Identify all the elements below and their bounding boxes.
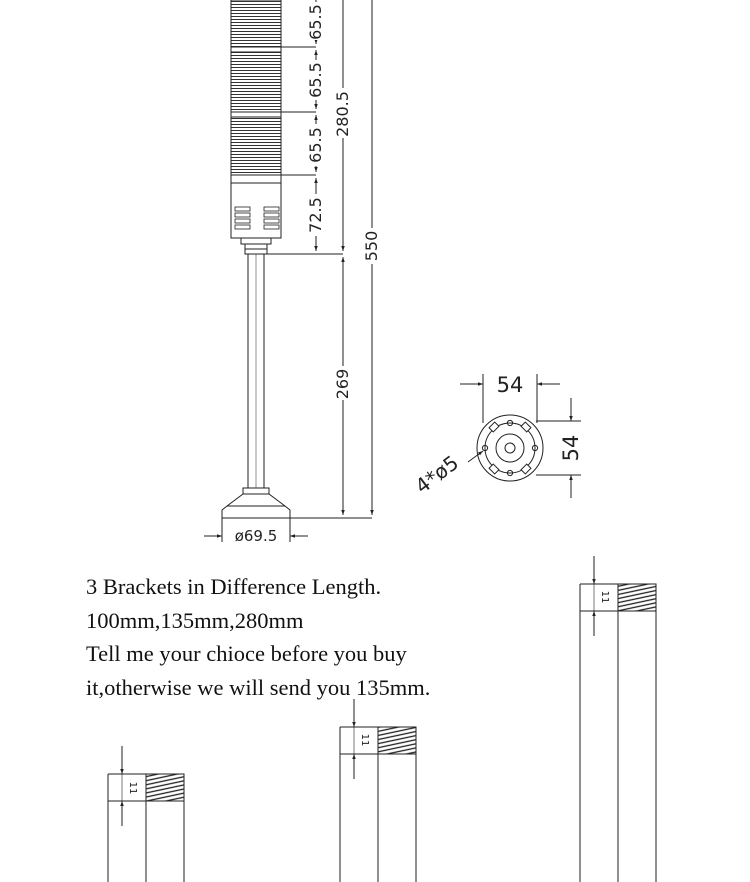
tier-1-dimension: 65.5	[306, 4, 325, 40]
tower-foot	[222, 488, 290, 518]
tower-height-dimension: 280.5	[333, 91, 352, 137]
tier-2-dimension: 65.5	[306, 62, 325, 98]
bracket-long	[580, 556, 656, 882]
bracket-short-thread-dimension: 11	[127, 781, 138, 795]
note-line-2: 100mm,135mm,280mm	[86, 607, 304, 633]
tier-1-lens	[231, 0, 281, 47]
tier-3-dimension: 65.5	[306, 127, 325, 163]
signal-tower	[222, 0, 290, 518]
tier-2-lens	[231, 52, 281, 112]
note-line-4: it,otherwise we will send you 135mm.	[86, 674, 431, 700]
tier-1-band	[231, 47, 281, 52]
total-height-dimension: 550	[362, 230, 381, 262]
flange-width-dimension: 54	[496, 373, 524, 397]
base-height-dimension: 72.5	[306, 197, 325, 233]
tier-3-lens	[231, 117, 281, 175]
tier-2-band	[231, 112, 281, 117]
base-diameter-dimension: ø69.5	[234, 527, 278, 545]
flange-hole-dimension: 4*ø5	[410, 450, 464, 499]
bracket-note	[86, 570, 506, 704]
pole-height-dimension: 269	[333, 368, 352, 400]
note-line-1: 3 Brackets in Difference Length.	[86, 574, 382, 599]
tower-base-body	[231, 175, 281, 238]
mounting-flange	[477, 415, 543, 481]
flange-height-dimension: 54	[559, 434, 583, 462]
bracket-medium-thread-dimension: 11	[359, 733, 370, 747]
bracket-long-thread-dimension: 11	[599, 590, 610, 604]
bracket-short	[108, 746, 184, 882]
bracket-medium	[340, 699, 416, 882]
note-line-3: Tell me your chioce before you buy	[86, 641, 407, 666]
